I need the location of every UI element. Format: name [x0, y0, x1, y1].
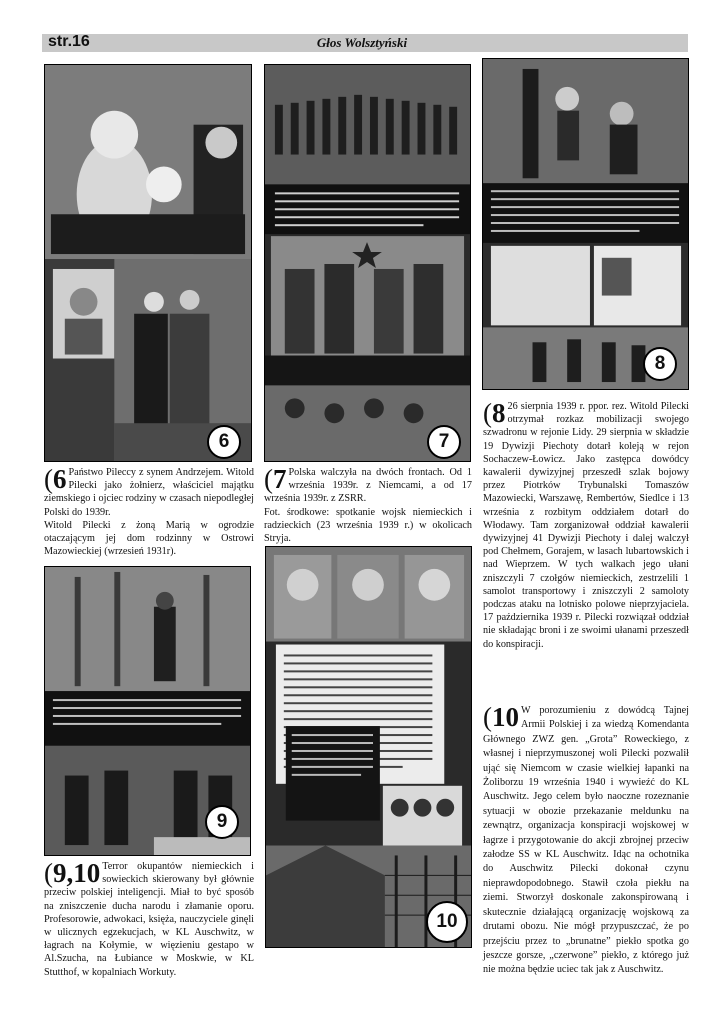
- photo-6-number-badge: 6: [207, 425, 241, 459]
- photo-7-collage: [264, 64, 471, 462]
- page-number: str.16: [48, 33, 90, 50]
- caption-7-text-2: Fot. środkowe: spotkanie wojsk niemieckich i radzieckich (23 września 1939 r.) w okolicach Stryja.: [264, 506, 472, 545]
- caption-9-10-number: (9,10: [44, 858, 101, 888]
- caption-6-number: (6: [44, 464, 67, 494]
- caption-10-number: (10: [483, 702, 519, 732]
- newspaper-title: Głos Wolsztyński: [316, 35, 408, 50]
- photo-7-number-badge: 7: [427, 425, 461, 459]
- photo-8-number-badge: 8: [643, 347, 677, 381]
- caption-7-text: Polska walczyła na dwóch frontach. Od 1 września 1939r. z Niemcami, a od 17 września 1939r. z ZSRR.: [264, 467, 472, 505]
- photo-10-number-badge: 10: [426, 901, 468, 943]
- caption-6: [44, 466, 254, 558]
- caption-8-number: (8: [483, 398, 506, 428]
- caption-6-text: Państwo Pileccy z synem Andrzejem. Witold Pilecki jako żołnierz, właściciel majątku ziemskiego i ojciec rodziny w czasach niepodległej Polski do 1939r.: [44, 467, 254, 518]
- caption-7-number: (7: [264, 464, 287, 494]
- photo-8-collage: [482, 58, 689, 390]
- caption-7: [264, 466, 472, 545]
- photo-6-collage: [44, 64, 252, 462]
- caption-10-text: W porozumieniu z dowódcą Tajnej Armii Polskiej i za wiedzą Komendanta Głównego ZWZ gen. „Grota” Roweckiego, z własnej i nieprzymuszonej woli Pilecki pozwalił ująć się Niemcom w czasie wielkiej łapanki na Żoliborzu 19 września 1940 i wywieźć do KL Auschwitz. Jego celem było naoczne rozeznanie sytuacji w obozie przekazanie meldunku na zewnątrz, organizacja konspiracji wojskowej w łagrze i przygotowanie do akcji zbrojnej przeciw załodze SS w KL Auschwitz. Idąc na ochotnika do Auschwitz Pilecki dokonał czynu nieprawdopodobnego. Stawił czoła piekłu na ziemi. Stworzył doskonale zakonspirowaną i skutecznie działającą organizację wojskową za drutami obozu. Nie mógł przypuszczać, że po przejściu przez to „brunatne” piekło spotka go jeszcze gorsze, „czerwone” piekło, z którego już nie można będzie uciec tak jak z Auschwitz.: [483, 705, 689, 976]
- caption-9-10-text: Terror okupantów niemieckich i sowieckich skierowany był głównie przeciw polskiej inteligencji. Miał to być sposób na zniszczenie ducha narodu i złamanie oporu. Profesorowie, adwokaci, księża, nauczyciele ginęli w ulicznych egzekucjach, w KL Auschwitz, w łagrach na Kołymie, w więzieniu gestapo w Al.Szucha, na Łubiance w Moskwie, w KL Stutthof, w kopalniach Workuty.: [44, 861, 254, 978]
- caption-8-text: 26 sierpnia 1939 r. ppor. rez. Witold Pilecki otrzymał rozkaz mobilizacji swojego szwadronu w rejonie Lidy. 29 sierpnia w składzie 19 Dywizji Piechoty dotarł koleją w rejon Sochaczew-Łowicz. Jako zastępca dowódcy kawalerii dywizyjnej przeszedł szlak bojowy przez Piotrków Trybunalski Tomaszów Mazowiecki, Warszawę, Rembertów, Siedlce i 13 września z rozbitym oddziałem dotarł do Włodawy. Tam zorganizował oddział kawalerii dywizyjnej 41 Dywizji Piechoty i dalej walczył pod Chełmem, Gorajem, w lasach lubartowskich i nad Wieprzem. W tych walkach jego ułani zniszczyli 7 czołgów niemieckich, zestrzelili 1 samolot transportowy i zniszczyli 2 samoloty podczas ataku na lotnisko polowe nieprzyjaciela. 17 października 1939 r. Pilecki rozwiązał oddział nie składając broni i ze swoimi ułanami przeszedł do konspiracji.: [483, 401, 689, 650]
- caption-10: [483, 704, 689, 978]
- photo-9-number-badge: 9: [205, 805, 239, 839]
- photo-9-collage: [44, 566, 251, 856]
- caption-9-10: [44, 860, 254, 979]
- photo-10-collage: [265, 546, 472, 948]
- caption-6-text-2: Witold Pilecki z żoną Marią w ogrodzie otaczającym jej dom rodzinny w Ostrowi Mazowieckiej (wrzesień 1931r).: [44, 519, 254, 558]
- caption-8: [483, 400, 689, 651]
